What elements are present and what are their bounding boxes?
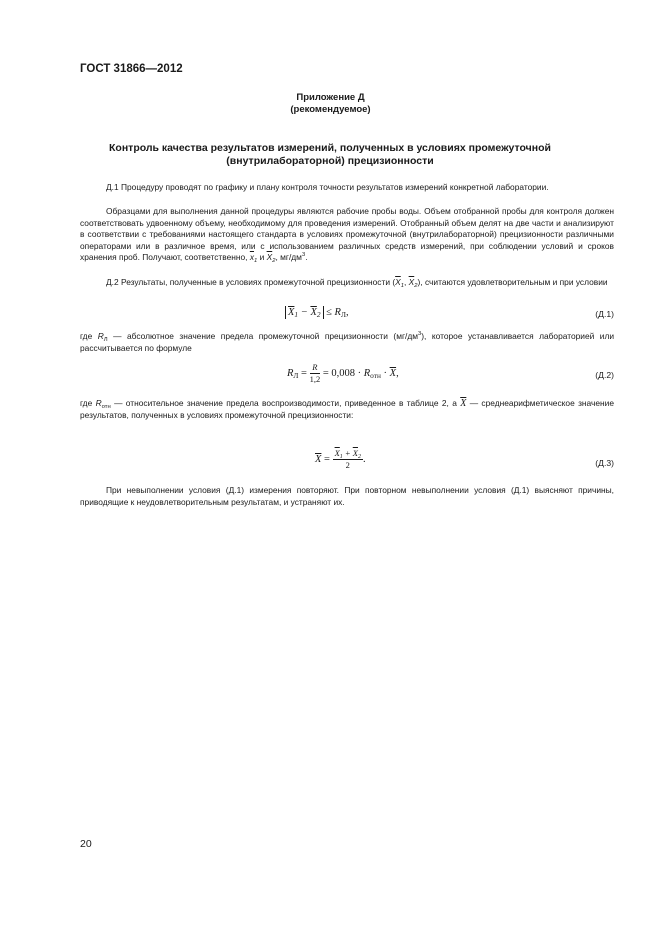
paragraph-rl-definition: где $R_Л$ — абсолютное значение предела промежуточной прецизионности $(мг/дм^3)$, которое устанавливается лабораторией или рассчитывается по формуле [80, 331, 615, 353]
section-title-line-1: Контроль качества результатов измерений, полученных в условиях промежуточной [109, 142, 551, 154]
formula-d1: $\overline{X}_1 - \overline{X}_2 \le R_Л$, [285, 306, 349, 319]
section-title [100, 142, 560, 168]
equation-number-d1: (Д.1) [595, 309, 614, 319]
result-x1: $\overline{x}_1$ [249, 252, 258, 265]
appendix-heading [0, 92, 661, 116]
formula-d2: $R_Л$ = $\frac{R}{1,2}$ = $0,008 \cdot R_{отн} \cdot \overline{X}$, [287, 362, 399, 384]
formula-d3: $\overline{X}$ = $\frac{\overline{X}_1 + \overline{X}_2}{2}$ . [315, 448, 366, 470]
paragraph-failure-handling: При невыполнении условия (Д.1) измерения повторяют. При повторном невыполнении условия (Д.1) выясняют причины, приводящие к неудовлетворительным результатам, и устраняют их. [80, 485, 614, 507]
result-x2: $\overline{X}_2$ [266, 252, 276, 265]
appendix-status: (рекомендуемое) [290, 104, 371, 115]
page-number: 20 [80, 838, 92, 850]
paragraph-d2: Д.2 Результаты, полученные в условиях промежуточной прецизионности ($\overline{X}_1$, $\overline{X}_2$), считаются удовлетворительным и при условии [106, 277, 608, 289]
equation-number-d3: (Д.3) [595, 458, 614, 468]
paragraph-rotn-definition: где $R_{отн}$ — относительное значение предела воспроизводимости, приведенное в таблице 2, а $\overline{X}$ — среднеарифметическое значение результатов, полученных в условиях промежуточной прецизионности: [80, 398, 614, 420]
section-title-line-2: (внутрилабораторной) прецизионности [226, 155, 434, 167]
paragraph-samples: Образцами для выполнения данной процедуры являются рабочие пробы воды. Объем отобранной пробы для контроля должен соответствовать удвоенному объему, необходимому для проведения измерений. Отобранный объем делят на две части и анализируют в соответствии с требованиями настоящего стандарта в условиях промежуточной (внутрилабораторной) прецизионности различными операторами или в различное время, или с использованием различных средств измерений, при соблюдении условий и сроков хранения проб. Получают, соответственно, $\overline{x}_1$ и $\overline{X}_2$, $мг/дм^3$. [80, 206, 614, 265]
equation-number-d2: (Д.2) [595, 370, 614, 380]
paragraph-d1: Д.1 Процедуру проводят по графику и плану контроля точности результатов измерений конкретной лаборатории. [106, 182, 549, 192]
appendix-title: Приложение Д [296, 92, 365, 103]
standard-number: ГОСТ 31866—2012 [80, 63, 183, 75]
